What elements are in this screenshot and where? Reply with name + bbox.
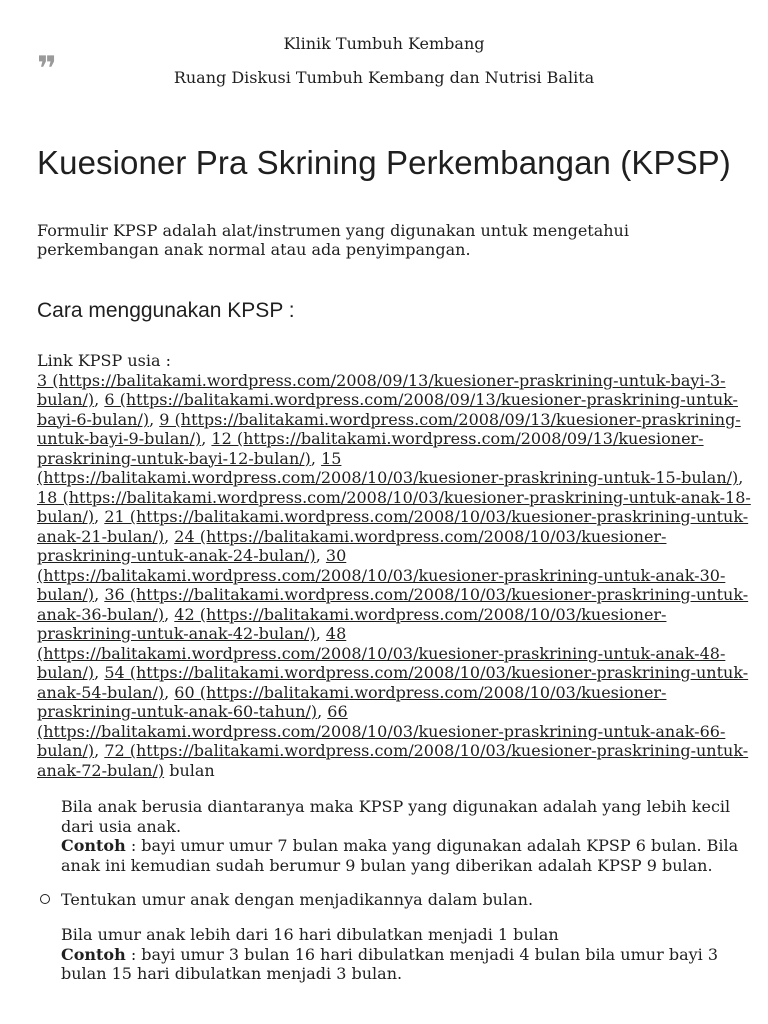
links-line — [37, 390, 737, 410]
separator-text: , — [315, 546, 326, 565]
kpsp-link[interactable]: anak-36-bulan/) — [37, 604, 165, 624]
kpsp-link[interactable]: bulan/) — [37, 663, 95, 682]
kpsp-link[interactable]: 36 (https://balitakami.wordpress.com/2008/10/03/kuesioner-praskrining-untuk- — [104, 585, 749, 604]
note-text: dari usia anak. — [61, 816, 182, 836]
separator-text: , — [149, 409, 160, 429]
kpsp-link[interactable]: 12 (https://balitakami.wordpress.com/2008/09/13/kuesioner- — [211, 429, 704, 448]
kpsp-link[interactable]: anak-21-bulan/) — [37, 526, 165, 546]
separator-text: , — [94, 390, 105, 409]
page-title: Kuesioner Pra Skrining Perkembangan (KPSP) — [37, 144, 731, 181]
note-text: : bayi umur 3 bulan 16 hari dibulatkan menjadi 4 bulan bila umur bayi 3 — [125, 944, 719, 964]
bullet-list-item — [61, 890, 741, 910]
note-paragraph-2 — [61, 925, 741, 984]
kpsp-link[interactable]: praskrining-untuk-anak-24-bulan/) — [37, 546, 316, 565]
links-line — [37, 409, 741, 430]
separator-text: , — [738, 468, 744, 487]
kpsp-link[interactable]: praskrining-untuk-anak-42-bulan/) — [37, 624, 316, 643]
note-line — [61, 856, 741, 876]
links-line — [37, 449, 737, 469]
intro-paragraph — [37, 221, 737, 259]
separator-text: , — [317, 702, 328, 721]
separator-text: , — [94, 585, 105, 604]
links-line — [37, 487, 751, 508]
kpsp-link[interactable]: 15 — [321, 448, 342, 468]
kpsp-link[interactable]: bulan/) — [37, 741, 95, 760]
kpsp-link[interactable]: 48 — [325, 624, 347, 643]
links-line — [37, 624, 737, 644]
kpsp-link[interactable]: 21 (https://balitakami.wordpress.com/2008/10/03/kuesioner-praskrining-untuk- — [104, 507, 749, 526]
kpsp-links-paragraph — [37, 351, 751, 780]
links-line — [37, 741, 749, 761]
separator-text: , — [164, 526, 175, 546]
separator-text: , — [164, 682, 175, 702]
section-heading: Cara menggunakan KPSP : — [37, 299, 295, 322]
intro-line: Formulir KPSP adalah alat/instrumen yang digunakan untuk mengetahui — [37, 221, 629, 240]
note-line — [61, 817, 741, 837]
kpsp-link[interactable]: (https://balitakami.wordpress.com/2008/10/03/kuesioner-praskrining-untuk-anak-48- — [37, 643, 726, 663]
separator-text: , — [164, 604, 175, 624]
kpsp-link[interactable]: 72 (https://balitakami.wordpress.com/2008/10/03/kuesioner-praskrining-untuk- — [104, 741, 749, 760]
separator-text: , — [94, 507, 105, 526]
separator-text: , — [94, 663, 105, 682]
separator-text: , — [94, 741, 105, 760]
note-text: Bila anak berusia diantaranya maka KPSP yang digunakan adalah yang lebih kecil — [61, 797, 731, 816]
note-text: Bila umur anak lebih dari 16 hari dibulatkan menjadi 1 bulan — [61, 925, 559, 944]
links-line — [37, 644, 737, 664]
example-label: Contoh — [61, 944, 126, 964]
separator-text: , — [201, 429, 212, 448]
example-label: Contoh — [61, 836, 126, 855]
note-line — [61, 836, 741, 856]
links-line — [37, 507, 749, 527]
kpsp-link[interactable]: bulan/) — [37, 585, 95, 604]
kpsp-link[interactable]: 30 — [325, 546, 347, 565]
note-text: bulan 15 hari dibulatkan menjadi 3 bulan. — [61, 964, 403, 983]
note-line — [61, 797, 741, 817]
kpsp-link[interactable]: untuk-bayi-9-bulan/) — [37, 429, 202, 448]
links-label: Link KPSP usia : — [37, 351, 172, 370]
links-line — [37, 683, 737, 703]
kpsp-link[interactable]: bulan/) — [37, 390, 95, 409]
links-line — [37, 605, 737, 625]
separator-text: , — [315, 624, 326, 643]
kpsp-link[interactable]: anak-54-bulan/) — [37, 682, 165, 702]
links-line — [37, 527, 737, 547]
intro-line: perkembangan anak normal atau ada penyimpangan. — [37, 240, 471, 259]
kpsp-link[interactable]: 3 (https://balitakami.wordpress.com/2008/09/13/kuesioner-praskrining-untuk-bayi-3- — [37, 370, 726, 390]
bullet-circle-icon — [40, 894, 50, 904]
links-line — [37, 722, 737, 742]
note-line — [61, 925, 741, 945]
links-line — [37, 371, 737, 391]
kpsp-link[interactable]: 42 (https://balitakami.wordpress.com/2008/10/03/kuesioner- — [174, 604, 667, 624]
note-line — [61, 945, 741, 965]
kpsp-link[interactable]: 66 — [327, 702, 348, 721]
links-line — [37, 566, 737, 586]
links-line — [37, 546, 737, 566]
kpsp-link[interactable]: 54 (https://balitakami.wordpress.com/2008/10/03/kuesioner-praskrining-untuk- — [104, 663, 749, 682]
links-line — [37, 761, 737, 781]
kpsp-link[interactable]: anak-72-bulan/) — [37, 760, 165, 780]
note-line — [61, 964, 741, 984]
quote-icon: ❞ — [37, 49, 57, 89]
note-text: anak ini kemudian sudah berumur 9 bulan yang diberikan adalah KPSP 9 bulan. — [61, 855, 713, 875]
kpsp-link[interactable]: (https://balitakami.wordpress.com/2008/10/03/kuesioner-praskrining-untuk-anak-30- — [37, 565, 726, 585]
kpsp-link[interactable]: praskrining-untuk-anak-60-tahun/) — [37, 702, 318, 721]
kpsp-link[interactable]: 18 (https://balitakami.wordpress.com/2008/10/03/kuesioner-praskrining-untuk-anak-18- — [37, 487, 751, 507]
note-paragraph — [61, 797, 741, 875]
kpsp-link[interactable]: 60 (https://balitakami.wordpress.com/2008/10/03/kuesioner- — [174, 682, 667, 702]
site-title[interactable]: Klinik Tumbuh Kembang — [283, 34, 485, 53]
links-line — [37, 585, 749, 605]
note-text: : bayi umur umur 7 bulan maka yang digunakan adalah KPSP 6 bulan. Bila — [125, 836, 739, 855]
kpsp-link[interactable]: bayi-6-bulan/) — [37, 409, 150, 429]
separator-text: , — [310, 448, 322, 468]
kpsp-link[interactable]: bulan/) — [37, 507, 95, 526]
site-tagline: Ruang Diskusi Tumbuh Kembang dan Nutrisi Balita — [173, 68, 595, 87]
kpsp-link[interactable]: 9 (https://balitakami.wordpress.com/2008/09/13/kuesioner-praskrining- — [159, 409, 741, 429]
separator-text: bulan — [164, 760, 215, 780]
kpsp-link[interactable]: praskrining-untuk-bayi-12-bulan/) — [37, 448, 311, 468]
links-line — [37, 429, 737, 449]
kpsp-link[interactable]: (https://balitakami.wordpress.com/2008/10/03/kuesioner-praskrining-untuk-anak-66- — [37, 721, 726, 741]
links-line — [37, 663, 749, 683]
kpsp-link[interactable]: (https://balitakami.wordpress.com/2008/10/03/kuesioner-praskrining-untuk-15-bulan/) — [37, 468, 739, 487]
kpsp-link[interactable]: 24 (https://balitakami.wordpress.com/2008/10/03/kuesioner- — [174, 526, 667, 546]
links-line — [37, 468, 744, 488]
bullet-item-text: Tentukan umur anak dengan menjadikannya dalam bulan. — [61, 890, 534, 909]
links-line — [37, 702, 737, 722]
kpsp-link[interactable]: 6 (https://balitakami.wordpress.com/2008/09/13/kuesioner-praskrining-untuk- — [104, 390, 738, 409]
